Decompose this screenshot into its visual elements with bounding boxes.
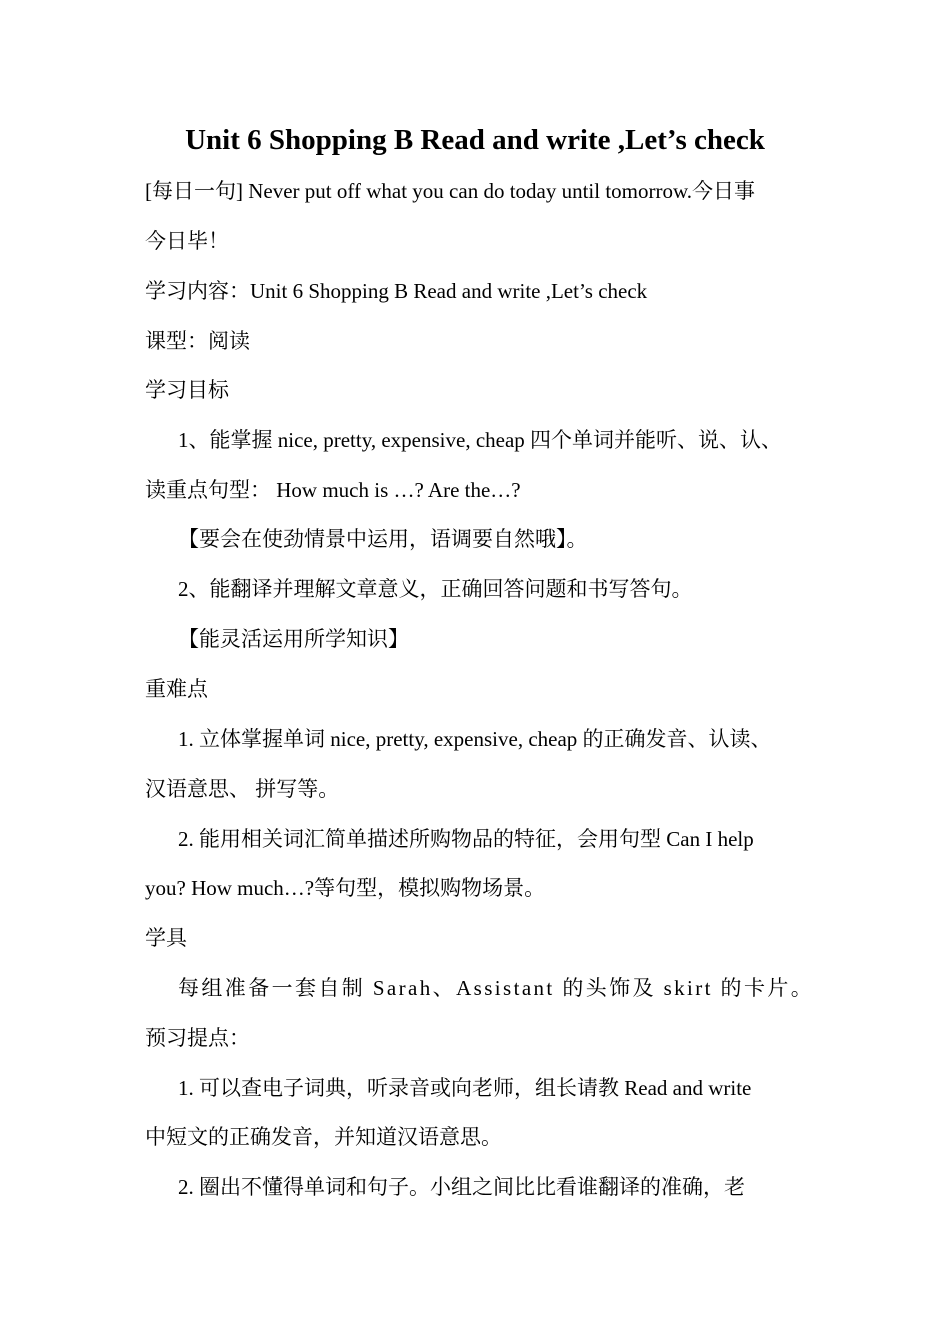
preview-tip-2-line-1: 2. 圈出不懂得单词和句子。小组之间比比看谁翻译的准确，老 <box>178 1175 745 1199</box>
daily-sentence-line-1: [每日一句] Never put off what you can do today until tomorrow.今日事 <box>145 179 756 203</box>
document-title: Unit 6 Shopping B Read and write ,Let’s check <box>185 124 765 156</box>
objective-2-note: 【能灵活运用所学知识】 <box>178 627 409 651</box>
section-heading-key-points: 重难点 <box>145 677 208 701</box>
objective-2: 2、能翻译并理解文章意义，正确回答问题和书写答句。 <box>178 577 693 601</box>
key-point-1-line-2: 汉语意思、 拼写等。 <box>145 777 340 801</box>
objective-1-note: 【要会在使劲情景中运用，语调要自然哦】。 <box>178 527 588 551</box>
lesson-type: 课型：阅读 <box>145 329 250 353</box>
key-point-2-line-2: you? How much…?等句型，模拟购物场景。 <box>145 876 546 900</box>
objective-1-line-1: 1、能掌握 nice, pretty, expensive, cheap 四个单词并能听、说、认、 <box>178 428 783 452</box>
materials-text: 每组准备一套自制 Sarah、Assistant 的头饰及 skirt 的卡片。 <box>178 976 815 1000</box>
section-heading-materials: 学具 <box>145 926 187 950</box>
key-point-2-line-1: 2. 能用相关词汇简单描述所购物品的特征，会用句型 Can I help <box>178 827 754 851</box>
study-content: 学习内容：Unit 6 Shopping B Read and write ,Let’s check <box>145 279 648 303</box>
key-point-1-line-1: 1. 立体掌握单词 nice, pretty, expensive, cheap 的正确发音、认读、 <box>178 727 772 751</box>
preview-tip-1-line-1: 1. 可以查电子词典，听录音或向老师，组长请教 Read and write <box>178 1076 752 1100</box>
daily-sentence-line-2: 今日毕！ <box>145 229 229 253</box>
section-heading-objectives: 学习目标 <box>145 378 229 402</box>
section-heading-preview-tips: 预习提点： <box>145 1026 250 1050</box>
objective-1-line-2: 读重点句型： How much is …? Are the…? <box>145 478 521 502</box>
preview-tip-1-line-2: 中短文的正确发音，并知道汉语意思。 <box>145 1125 502 1149</box>
